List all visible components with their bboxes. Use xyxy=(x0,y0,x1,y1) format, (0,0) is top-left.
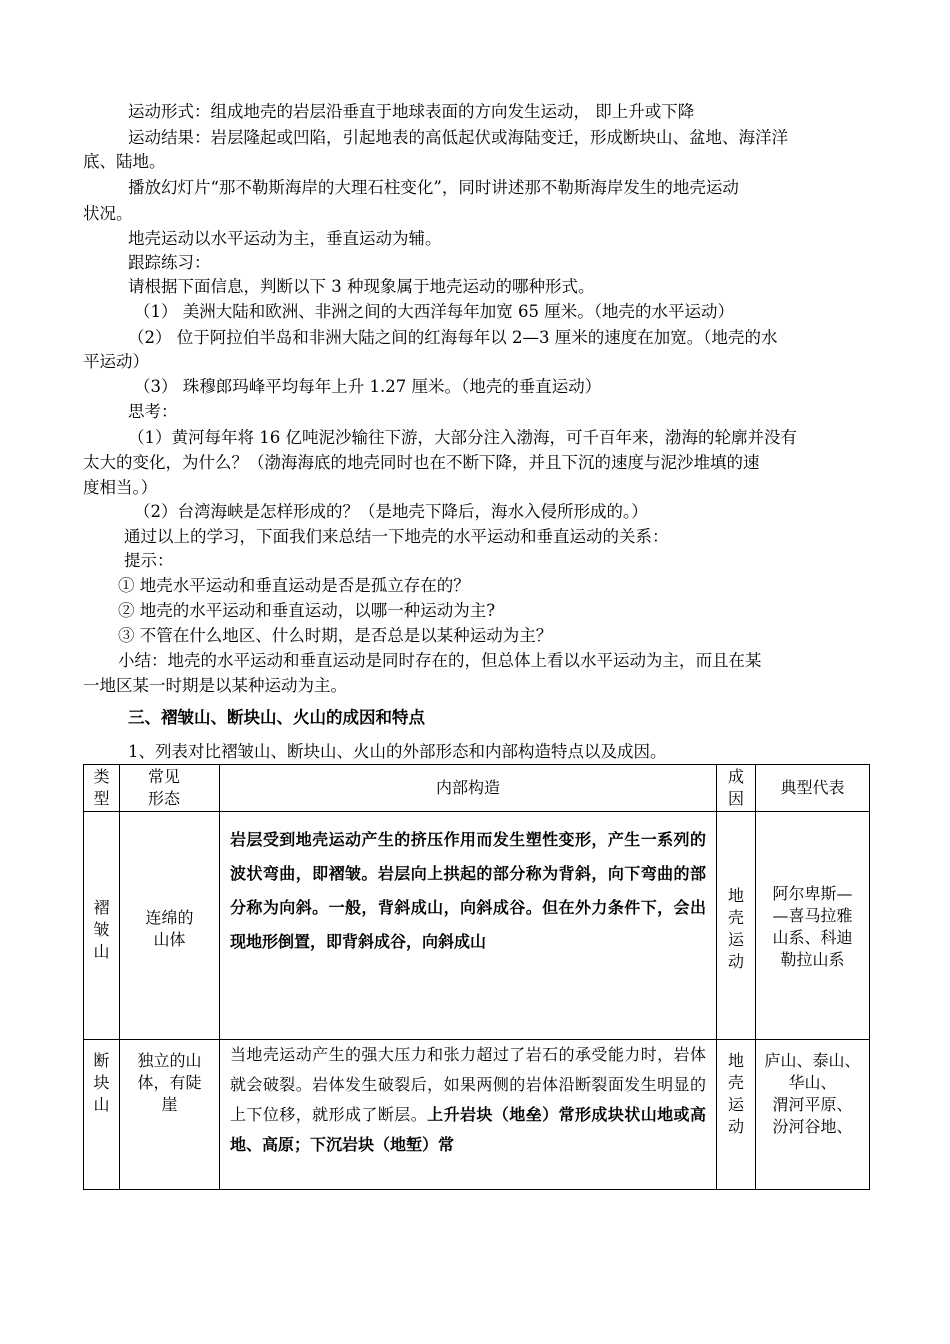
cell-cause: 地 壳 运 动 xyxy=(717,1040,756,1190)
header-cause: 成 因 xyxy=(717,765,756,812)
paragraph-line: 状况。 xyxy=(83,204,133,223)
cell-cause: 地 壳 运 动 xyxy=(717,812,756,1040)
header-shape: 常见 形态 xyxy=(120,765,220,812)
paragraph-line: 一地区某一时期是以某种运动为主。 xyxy=(83,676,347,695)
paragraph-line: 平运动） xyxy=(83,352,149,371)
cell-type: 断 块 山 xyxy=(84,1040,120,1190)
paragraph-line: ② 地壳的水平运动和垂直运动，以哪一种运动为主? xyxy=(118,601,496,620)
paragraph-line: 跟踪练习： xyxy=(128,253,211,272)
cell-structure xyxy=(220,1040,717,1190)
header-structure: 内部构造 xyxy=(220,765,717,812)
paragraph-line: 底、陆地。 xyxy=(83,152,166,171)
paragraph-line: 度相当。） xyxy=(83,478,158,497)
cell-example: 庐山、泰山、 华山、 渭河平原、 汾河谷地、 xyxy=(756,1040,870,1190)
paragraph-line: ① 地壳水平运动和垂直运动是否是孤立存在的？ xyxy=(118,576,470,595)
paragraph-line: 运动形式：组成地壳的岩层沿垂直于地球表面的方向发生运动， 即上升或下降 xyxy=(128,102,695,121)
paragraph-line: 播放幻灯片“那不勒斯海岸的大理石柱变化”，同时讲述那不勒斯海岸发生的地壳运动 xyxy=(128,178,739,197)
cell-type: 褶 皱 山 xyxy=(84,812,120,1040)
structure-normal-text: 当地壳运动产生的强大压力和张力超过了岩石的承受能力时，岩体就会破裂。岩体发生破裂后，如果两侧的岩体沿断裂面发生明显的上下位移，就形成了断层。 xyxy=(230,1045,706,1124)
paragraph-line: （2） 位于阿拉伯半岛和非洲大陆之间的红海每年以 2—3 厘米的速度在加宽。（地壳的水 xyxy=(128,328,778,347)
paragraph-line: 地壳运动以水平运动为主，垂直运动为辅。 xyxy=(128,229,442,248)
header-type: 类 型 xyxy=(84,765,120,812)
paragraph-line: 提示： xyxy=(124,551,174,570)
section-heading: 三、褶皱山、断块山、火山的成因和特点 xyxy=(128,708,425,727)
paragraph-line: 小结：地壳的水平运动和垂直运动是同时存在的，但总体上看以水平运动为主，而且在某 xyxy=(118,651,762,670)
table-row xyxy=(84,812,870,1040)
paragraph-line: （3） 珠穆郎玛峰平均每年上升 1.27 厘米。（地壳的垂直运动） xyxy=(134,377,602,396)
table-header-row xyxy=(84,765,870,812)
paragraph-line: 运动结果：岩层隆起或凹陷，引起地表的高低起伏或海陆变迁，形成断块山、盆地、海洋洋 xyxy=(128,128,788,147)
paragraph-line: （1） 美洲大陆和欧洲、非洲之间的大西洋每年加宽 65 厘米。（地壳的水平运动） xyxy=(134,302,734,321)
structure-bold-text: 上升岩块（地垒）常形成块状山地或高地、高原；下沉岩块（地堑）常 xyxy=(230,1105,706,1154)
paragraph-line: 思考： xyxy=(128,402,178,421)
cell-structure: 岩层受到地壳运动产生的挤压作用而发生塑性变形，产生一系列的波状弯曲，即褶皱。岩层向上拱起的部分称为背斜，向下弯曲的部分称为向斜。一般，背斜成山，向斜成谷。但在外力条件下，会出现地形倒置，即背斜成谷，向斜成山 xyxy=(220,812,717,1040)
paragraph-line: （2）台湾海峡是怎样形成的？（是地壳下降后，海水入侵所形成的。） xyxy=(134,502,648,521)
paragraph-line: 请根据下面信息，判断以下 3 种现象属于地壳运动的哪种形式。 xyxy=(128,277,595,296)
paragraph-line: ③ 不管在什么地区、什么时期，是否总是以某种运动为主？ xyxy=(118,626,553,645)
table-intro: 1、列表对比褶皱山、断块山、火山的外部形态和内部构造特点以及成因。 xyxy=(128,742,667,761)
paragraph-line: 太大的变化，为什么？（渤海海底的地壳同时也在不断下降，并且下沉的速度与泥沙堆填的速 xyxy=(83,453,760,472)
cell-shape: 独立的山 体，有陡 崖 xyxy=(120,1040,220,1190)
table-row xyxy=(84,1040,870,1190)
cell-example: 阿尔卑斯— —喜马拉雅 山系、科迪 勒拉山系 xyxy=(756,812,870,1040)
cell-shape: 连绵的 山体 xyxy=(120,812,220,1040)
paragraph-line: （1）黄河每年将 16 亿吨泥沙输往下游，大部分注入渤海，可千百年来，渤海的轮廓并没有 xyxy=(128,428,797,447)
comparison-table xyxy=(83,764,870,1190)
header-example: 典型代表 xyxy=(756,765,870,812)
paragraph-line: 通过以上的学习，下面我们来总结一下地壳的水平运动和垂直运动的关系： xyxy=(124,527,669,546)
